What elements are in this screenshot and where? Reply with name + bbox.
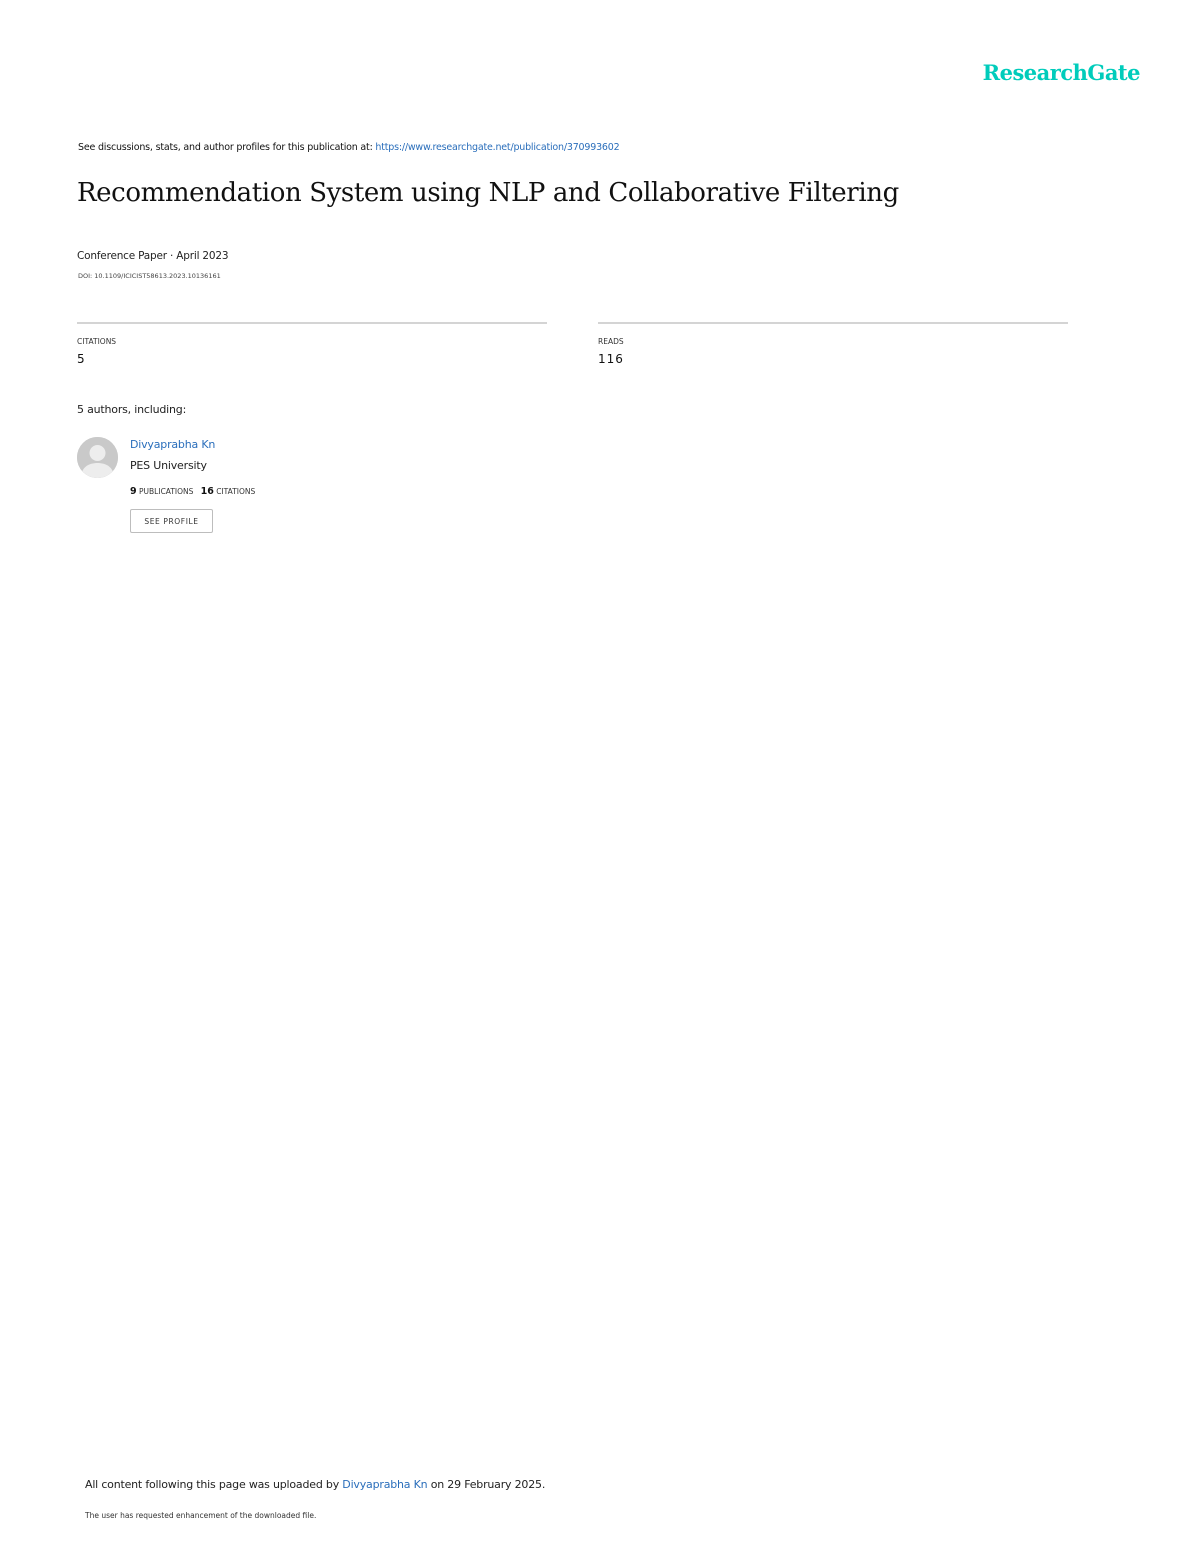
discussion-prefix: See discussions, stats, and author profiles for this publication at: — [78, 142, 376, 153]
uploaded-suffix: on 29 February 2025. — [427, 1478, 546, 1491]
uploaded-prefix: All content following this page was uploaded by — [85, 1478, 343, 1491]
reads-label: READS — [598, 337, 624, 346]
publication-meta: Conference Paper · April 2023 — [77, 250, 229, 262]
enhancement-note: The user has requested enhancement of the downloaded file. — [85, 1511, 317, 1520]
author-institution: PES University — [130, 459, 207, 472]
uploaded-note — [85, 1478, 545, 1491]
author-name-link[interactable]: Divyaprabha Kn — [130, 438, 216, 451]
uploader-link[interactable]: Divyaprabha Kn — [342, 1478, 428, 1491]
author-publications-count: 9 — [130, 486, 137, 497]
author-publications-label: PUBLICATIONS — [139, 487, 194, 496]
authors-heading: 5 authors, including: — [77, 403, 187, 416]
author-stats — [130, 486, 255, 497]
author-citations-count: 16 — [200, 486, 214, 497]
person-silhouette-icon[interactable] — [77, 437, 118, 478]
reads-value: 116 — [598, 352, 624, 366]
see-profile-button[interactable]: SEE PROFILE — [130, 509, 213, 533]
citations-stat — [77, 322, 547, 366]
publication-url-link[interactable]: https://www.researchgate.net/publication/370993602 — [375, 142, 620, 153]
discussion-line — [78, 142, 619, 153]
researchgate-logo[interactable]: ResearchGate — [982, 60, 1140, 85]
reads-stat — [598, 322, 1068, 366]
publication-doi: DOI: 10.1109/ICICIST58613.2023.10136161 — [78, 272, 221, 280]
author-citations-label: CITATIONS — [216, 487, 256, 496]
citations-value: 5 — [77, 352, 86, 366]
citations-label: CITATIONS — [77, 337, 117, 346]
publication-title: Recommendation System using NLP and Collaborative Filtering — [77, 178, 899, 208]
